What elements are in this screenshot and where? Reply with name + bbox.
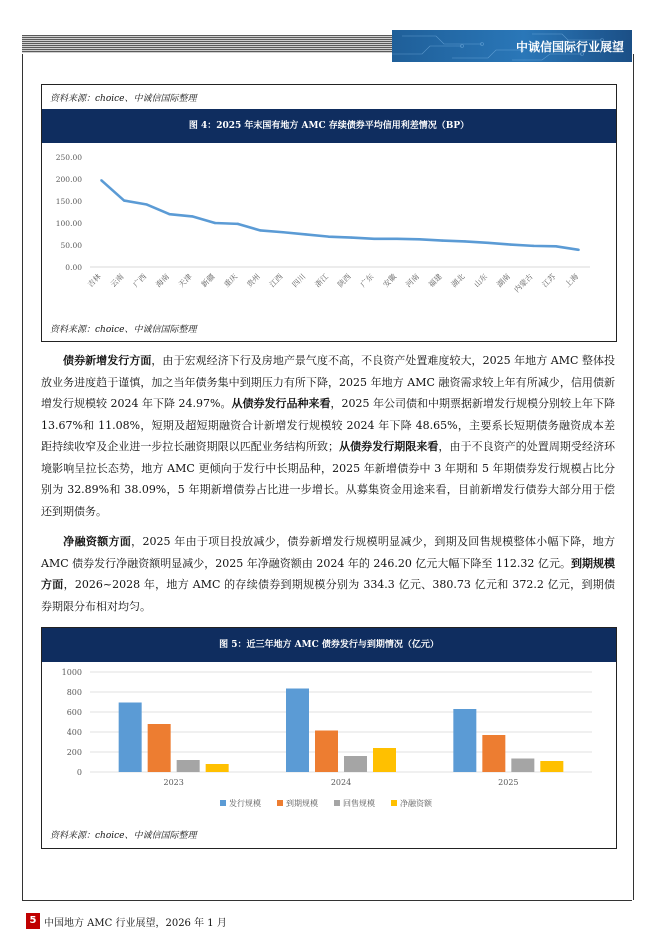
para2-text1: ，2025 年由于项目投放减少，债券新增发行规模明显减少，到期及回售规模整体小幅下降，地方 AMC 债券发行净融资额明显减少，2025 年净融资额由 2024 年的 246.20 亿元大幅下降至 112.32 亿元。 — [41, 535, 616, 570]
legend-swatch — [391, 800, 397, 806]
para1-text3: ，由于不良资产的处置周期受经济环境影响呈拉长态势，地方 AMC 更倾向于发行中长期品种，2025 年新增债券中 3 年期和 5 年期债券发行规模占比分别为 32.89%和 38.09%，5 年期新增债券占比进一步增长。从募集资金用途来看，目前新增发行债券大部分用于偿还到期债务。 — [41, 440, 616, 518]
header-stripe-bar — [22, 35, 392, 53]
paragraph-bond-issuance — [41, 350, 615, 522]
figure4-title: 图 4：2025 年末国有地方 AMC 存续债券平均信用利差情况（BP） — [42, 109, 616, 143]
top-source-note: 资料来源：choice、中诚信国际整理 — [50, 94, 197, 104]
data-point — [418, 238, 420, 240]
page-number: 5 — [26, 913, 40, 929]
legend-label: 回售规模 — [343, 799, 375, 808]
data-point — [191, 215, 193, 217]
lead-maturity: 到期规模方面 — [41, 556, 616, 591]
y-tick-label: 100.00 — [55, 219, 82, 228]
data-point — [214, 222, 216, 224]
x-tick-label: 湖南 — [494, 272, 512, 290]
bar — [286, 689, 309, 773]
x-tick-label: 山东 — [472, 272, 490, 290]
figure5-title: 图 5：近三年地方 AMC 债券发行与到期情况（亿元） — [42, 628, 616, 662]
data-point — [305, 233, 307, 235]
para2-text2: ，2026~2028 年，地方 AMC 的存续债券到期规模分别为 334.3 亿元、380.73 亿元和 372.2 亿元，到期债券期限分布相对均匀。 — [41, 578, 616, 613]
x-tick-label: 天津 — [176, 272, 194, 290]
bar — [148, 724, 171, 772]
x-tick-label: 江西 — [267, 272, 285, 290]
x-tick-label: 福建 — [426, 272, 444, 290]
para1-text2: ，2025 年公司债和中期票据新增发行规模分别较上年下降 13.67%和 11.08%，短期及超短期融资合计新增发行规模较 2024 年下降 48.65%，主要系长短期债务融资成本差距持续收窄及企业进一步拉长融资期限以匹配业务结构所致； — [41, 397, 615, 453]
data-point — [373, 238, 375, 240]
data-point — [282, 231, 284, 233]
data-point — [146, 203, 148, 205]
y-tick-label: 250.00 — [55, 153, 82, 162]
data-point — [123, 199, 125, 201]
bar — [315, 731, 338, 773]
data-point — [396, 238, 398, 240]
series-line — [101, 180, 578, 250]
bar — [177, 760, 200, 772]
bar — [482, 735, 505, 772]
y-tick-label: 200.00 — [55, 175, 82, 184]
figure4-source: 资料来源：choice、中诚信国际整理 — [50, 325, 197, 335]
legend-swatch — [334, 800, 340, 806]
x-tick-label: 新疆 — [199, 272, 217, 290]
legend-label: 到期规模 — [286, 799, 318, 808]
lead-bond-type: 从债券发行品种来看 — [231, 397, 331, 410]
figure5-chart — [42, 664, 614, 824]
y-tick-label: 1000 — [61, 668, 82, 677]
figure4-chart — [42, 147, 614, 317]
data-point — [237, 223, 239, 225]
bar — [540, 761, 563, 772]
legend-label: 净融资额 — [400, 799, 432, 808]
para1-text1: ，由于宏观经济下行及房地产景气度不高，不良资产处置难度较大，2025 年地方 AMC 整体投放业务进度趋于谨慎，加之当年债务集中到期压力有所下降，2025 年地方 AMC 融资需求较上年有所减少，信用债新增发行规模较 2024 年下降 24.97%。 — [41, 354, 616, 410]
x-tick-label: 四川 — [290, 272, 308, 290]
bar — [373, 748, 396, 772]
header-title: 中诚信国际行业展望 — [515, 40, 624, 54]
legend-label: 发行规模 — [229, 799, 261, 808]
data-point — [509, 243, 511, 245]
x-tick-label: 2023 — [163, 778, 184, 787]
x-tick-label: 2024 — [330, 778, 352, 787]
x-tick-label: 云南 — [108, 272, 126, 290]
data-point — [441, 239, 443, 241]
y-tick-label: 600 — [66, 708, 82, 717]
x-tick-label: 重庆 — [222, 272, 240, 290]
footer-text: 中国地方 AMC 行业展望，2026 年 1 月 — [44, 918, 227, 929]
x-tick-label: 上海 — [563, 272, 581, 290]
lead-new-issuance: 债券新增发行方面 — [63, 354, 152, 367]
data-point — [259, 229, 261, 231]
x-tick-label: 内蒙古 — [512, 272, 535, 295]
x-tick-label: 安徽 — [381, 272, 399, 290]
legend-swatch — [220, 800, 226, 806]
data-point — [555, 245, 557, 247]
data-point — [168, 213, 170, 215]
x-tick-label: 广东 — [358, 272, 376, 290]
bar — [206, 764, 229, 772]
data-point — [464, 240, 466, 242]
bar — [453, 709, 476, 772]
bar — [344, 756, 367, 772]
footer-rule — [22, 900, 632, 901]
data-point — [577, 249, 579, 251]
x-tick-label: 浙江 — [313, 272, 331, 290]
x-tick-label: 河南 — [403, 272, 421, 290]
y-tick-label: 50.00 — [60, 241, 82, 250]
x-tick-label: 陕西 — [335, 272, 353, 290]
y-tick-label: 800 — [66, 688, 82, 697]
y-tick-label: 400 — [66, 728, 82, 737]
figure4-box — [41, 84, 617, 342]
x-tick-label: 吉林 — [85, 272, 103, 290]
data-point — [487, 242, 489, 244]
lead-bond-term: 从债券发行期限来看 — [339, 440, 439, 453]
bar — [119, 703, 142, 773]
data-point — [350, 236, 352, 238]
x-tick-label: 江苏 — [540, 272, 558, 290]
paragraph-net-financing — [41, 531, 615, 617]
data-point — [532, 245, 534, 247]
lead-net-financing: 净融资额方面 — [63, 535, 132, 548]
y-tick-label: 0.00 — [65, 263, 82, 272]
data-point — [100, 179, 102, 181]
x-tick-label: 贵州 — [244, 272, 262, 290]
figure5-box — [41, 627, 617, 849]
x-tick-label: 广西 — [131, 272, 149, 290]
y-tick-label: 0 — [76, 768, 82, 777]
y-tick-label: 150.00 — [55, 197, 82, 206]
y-tick-label: 200 — [66, 748, 82, 757]
x-tick-label: 2025 — [498, 778, 519, 787]
bar — [511, 759, 534, 773]
data-point — [327, 235, 329, 237]
figure5-source: 资料来源：choice、中诚信国际整理 — [50, 831, 197, 841]
x-tick-label: 湖北 — [449, 272, 467, 290]
x-tick-label: 海南 — [153, 272, 171, 290]
legend-swatch — [277, 800, 283, 806]
